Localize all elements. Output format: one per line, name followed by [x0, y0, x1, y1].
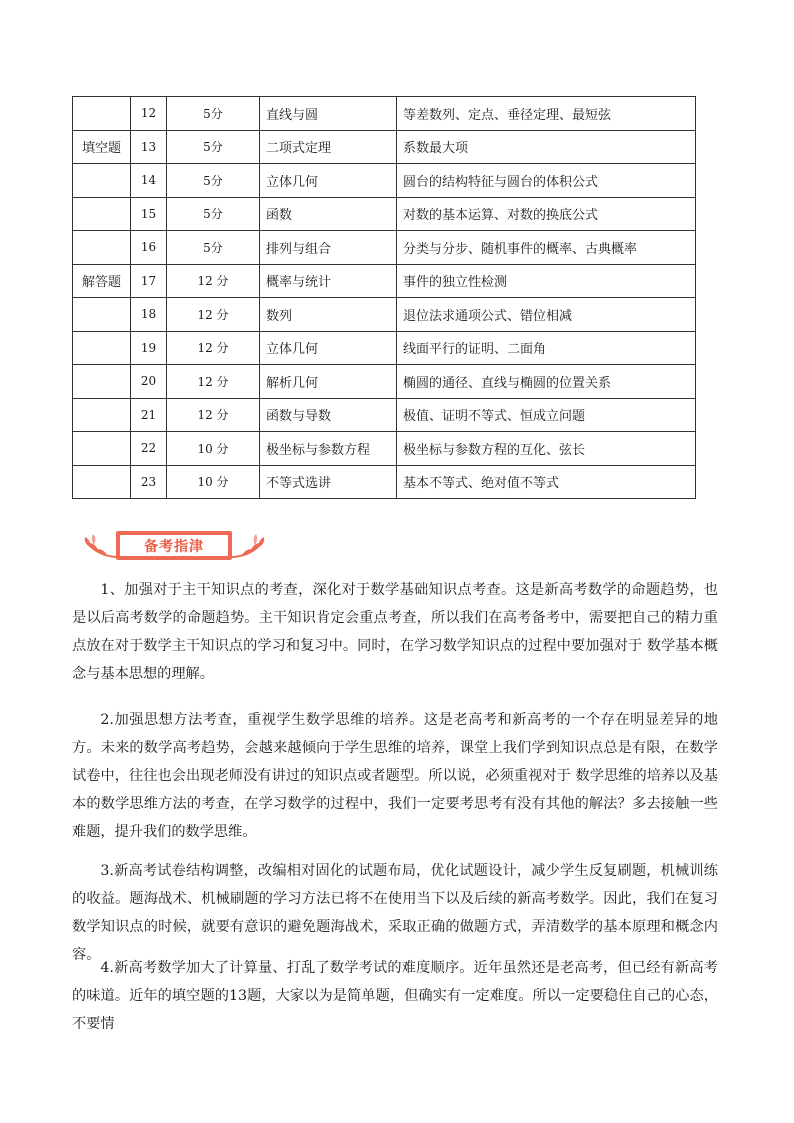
table-row — [73, 231, 696, 265]
question-type-cell — [73, 365, 131, 399]
table-row — [73, 97, 696, 131]
table-row — [73, 130, 696, 164]
table-body — [73, 97, 696, 499]
question-number-cell: 15 — [131, 197, 167, 231]
score-cell: 12 分 — [167, 365, 260, 399]
question-type-cell — [73, 331, 131, 365]
knowledge-point-cell: 退位法求通项公式、错位相减 — [397, 298, 696, 332]
topic-cell: 二项式定理 — [260, 130, 397, 164]
question-type-cell — [73, 298, 131, 332]
topic-cell: 立体几何 — [260, 164, 397, 198]
question-number-cell: 20 — [131, 365, 167, 399]
question-type-cell: 填空题 — [73, 130, 131, 164]
paragraph-1: 1、加强对于主干知识点的考查，深化对于数学基础知识点考查。这是新高考数学的命题趋势，也是以后高考数学的命题趋势。主干知识肯定会重点考查，所以我们在高考备考中，需要把自己的精力重点放在对于数学主干知识点的学习和复习中。同时，在学习数学知识点的过程中要加强对于 数学基本概念与基本思想的理解。 — [72, 582, 718, 682]
knowledge-point-cell: 圆台的结构特征与圆台的体积公式 — [397, 164, 696, 198]
question-type-cell — [73, 231, 131, 265]
score-cell: 12 分 — [167, 298, 260, 332]
knowledge-point-cell: 极值、证明不等式、恒成立问题 — [397, 398, 696, 432]
question-type-cell — [73, 465, 131, 499]
table-row — [73, 197, 696, 231]
knowledge-point-cell: 基本不等式、绝对值不等式 — [397, 465, 696, 499]
question-number-cell: 13 — [131, 130, 167, 164]
knowledge-point-cell: 线面平行的证明、二面角 — [397, 331, 696, 365]
question-number-cell: 16 — [131, 231, 167, 265]
question-type-cell — [73, 398, 131, 432]
score-cell: 5分 — [167, 130, 260, 164]
table-row — [73, 432, 696, 466]
score-cell: 12 分 — [167, 264, 260, 298]
knowledge-point-cell: 系数最大项 — [397, 130, 696, 164]
knowledge-point-cell: 事件的独立性检测 — [397, 264, 696, 298]
knowledge-point-cell: 等差数列、定点、垂径定理、最短弦 — [397, 97, 696, 131]
score-cell: 10 分 — [167, 465, 260, 499]
question-type-cell — [73, 164, 131, 198]
question-number-cell: 21 — [131, 398, 167, 432]
table-row — [73, 465, 696, 499]
knowledge-point-cell: 对数的基本运算、对数的换底公式 — [397, 197, 696, 231]
right-leaf-icon — [227, 527, 267, 567]
table-row — [73, 298, 696, 332]
topic-cell: 概率与统计 — [260, 264, 397, 298]
score-cell: 5分 — [167, 164, 260, 198]
table-row — [73, 398, 696, 432]
question-number-cell: 23 — [131, 465, 167, 499]
paragraph-3: 3.新高考试卷结构调整，改编相对固化的试题布局，优化试题设计，减少学生反复刷题，机械训练的收益。题海战术、机械刷题的学习方法已将不在使用当下以及后续的新高考数学。因此，我们在复习数学知识点的时候，就要有意识的避免题海战术，采取正确的做题方式，弄清数学的基本原理和概念内容。 — [72, 863, 718, 963]
score-cell: 10 分 — [167, 432, 260, 466]
knowledge-point-cell: 分类与分步、随机事件的概率、古典概率 — [397, 231, 696, 265]
table-row — [73, 264, 696, 298]
topic-cell: 解析几何 — [260, 365, 397, 399]
topic-cell: 数列 — [260, 298, 397, 332]
score-cell: 5分 — [167, 231, 260, 265]
topic-cell: 函数 — [260, 197, 397, 231]
paragraph-2: 2.加强思想方法考查，重视学生数学思维的培养。这是老高考和新高考的一个存在明显差异的地方。未来的数学高考趋势，会越来越倾向于学生思维的培养，课堂上我们学到知识点总是有限，在数学试卷中，往往也会出现老师没有讲过的知识点或者题型。所以说，必须重视对于 数学思维的培养以及基本的数学思维方法的考查，在学习数学的过程中，我们一定要考思考有没有其他的解法？多去接触一些难题，提升我们的数学思维。 — [72, 712, 718, 840]
topic-cell: 排列与组合 — [260, 231, 397, 265]
section-title: 备考指津 — [120, 535, 228, 556]
question-type-cell — [73, 197, 131, 231]
table-row — [73, 331, 696, 365]
section-banner — [82, 527, 267, 567]
question-type-cell: 解答题 — [73, 264, 131, 298]
paragraph-4: 4.新高考数学加大了计算量、打乱了数学考试的难度顺序。近年虽然还是老高考，但已经有新高考的味道。近年的填空题的13题，大家以为是简单题，但确实有一定难度。所以一定要稳住自己的心态，不要情 — [72, 960, 718, 1032]
question-number-cell: 19 — [131, 331, 167, 365]
score-cell: 5分 — [167, 197, 260, 231]
knowledge-point-cell: 椭圆的通径、直线与椭圆的位置关系 — [397, 365, 696, 399]
knowledge-point-cell: 极坐标与参数方程的互化、弦长 — [397, 432, 696, 466]
score-cell: 5分 — [167, 97, 260, 131]
question-number-cell: 12 — [131, 97, 167, 131]
topic-cell: 函数与导数 — [260, 398, 397, 432]
table-row — [73, 164, 696, 198]
exam-structure-table — [72, 96, 696, 499]
table-row — [73, 365, 696, 399]
section-title-box — [116, 531, 232, 560]
topic-cell: 极坐标与参数方程 — [260, 432, 397, 466]
topic-cell: 立体几何 — [260, 331, 397, 365]
topic-cell: 不等式选讲 — [260, 465, 397, 499]
score-cell: 12 分 — [167, 398, 260, 432]
question-number-cell: 17 — [131, 264, 167, 298]
topic-cell: 直线与圆 — [260, 97, 397, 131]
question-type-cell — [73, 97, 131, 131]
score-cell: 12 分 — [167, 331, 260, 365]
question-number-cell: 14 — [131, 164, 167, 198]
question-type-cell — [73, 432, 131, 466]
question-number-cell: 22 — [131, 432, 167, 466]
question-number-cell: 18 — [131, 298, 167, 332]
